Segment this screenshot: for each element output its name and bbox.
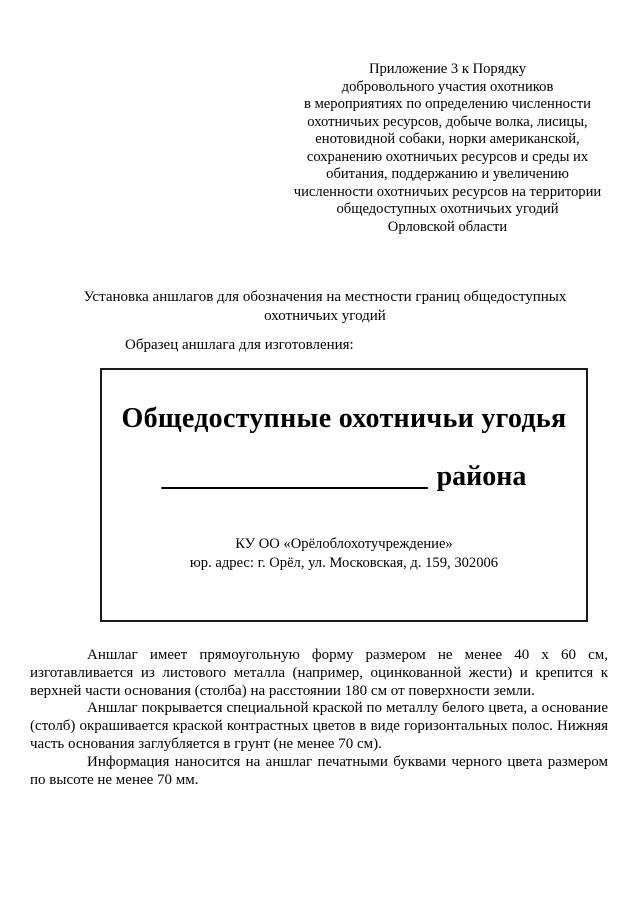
appendix-header-line: обитания, поддержанию и увеличению: [326, 166, 569, 182]
appendix-header-line: охотничьих ресурсов, добыче волка, лисицы,: [307, 113, 588, 130]
paragraph-sign-lettering: Информация наносится на аншлаг печатными буквами черного цвета размером по высоте не менее 70 мм.: [30, 753, 608, 788]
body-text: [30, 647, 608, 789]
sample-label: Образец аншлага для изготовления:: [125, 337, 354, 353]
paragraph-sign-paint: Аншлаг покрывается специальной краской по металлу белого цвета, а основание (столб) окрашивается краской контрастных цветов в виде горизонтальных полос. Нижняя часть основания заглубляется в грунт (не менее 70 см).: [30, 700, 608, 752]
appendix-header-line: в мероприятиях по определению численности: [304, 96, 591, 112]
appendix-header-line: Орловской области: [387, 218, 508, 235]
appendix-header-line: добровольного участия охотников: [341, 78, 554, 95]
paragraph-sign-size: Аншлаг имеет прямоугольную форму размером не менее 40 х 60 см, изготавливается из листового металла (например, оцинкованной жести) и крепится к верхней части основания (столба) на расстоянии 180 см от поверхности земли.: [30, 647, 608, 699]
document-title: Установка аншлагов для обозначения на местности границ общедоступных охотничьих угодий: [83, 289, 567, 324]
org-name: КУ ОО «Орёлоблохотучреждение»: [235, 536, 453, 552]
sign-heading: Общедоступные охотничьи угодья: [121, 403, 567, 434]
appendix-header: [275, 61, 620, 236]
sign-organization: [102, 535, 586, 573]
appendix-header-line: енотовидной собаки, норки американской,: [315, 131, 580, 147]
appendix-header-line: сохранению охотничьих ресурсов и среды их: [306, 148, 589, 165]
appendix-header-line: общедоступных охотничьих угодий: [336, 201, 559, 217]
district-suffix: района: [436, 461, 527, 492]
appendix-header-line: Приложение 3 к Порядку: [368, 61, 527, 77]
sign-board: [100, 368, 588, 622]
district-blank: ___________________: [161, 461, 428, 492]
sign-district-line: [102, 461, 586, 493]
appendix-header-line: численности охотничьих ресурсов на территории: [293, 183, 602, 200]
org-address: юр. адрес: г. Орёл, ул. Московская, д. 159, 302006: [189, 555, 499, 571]
